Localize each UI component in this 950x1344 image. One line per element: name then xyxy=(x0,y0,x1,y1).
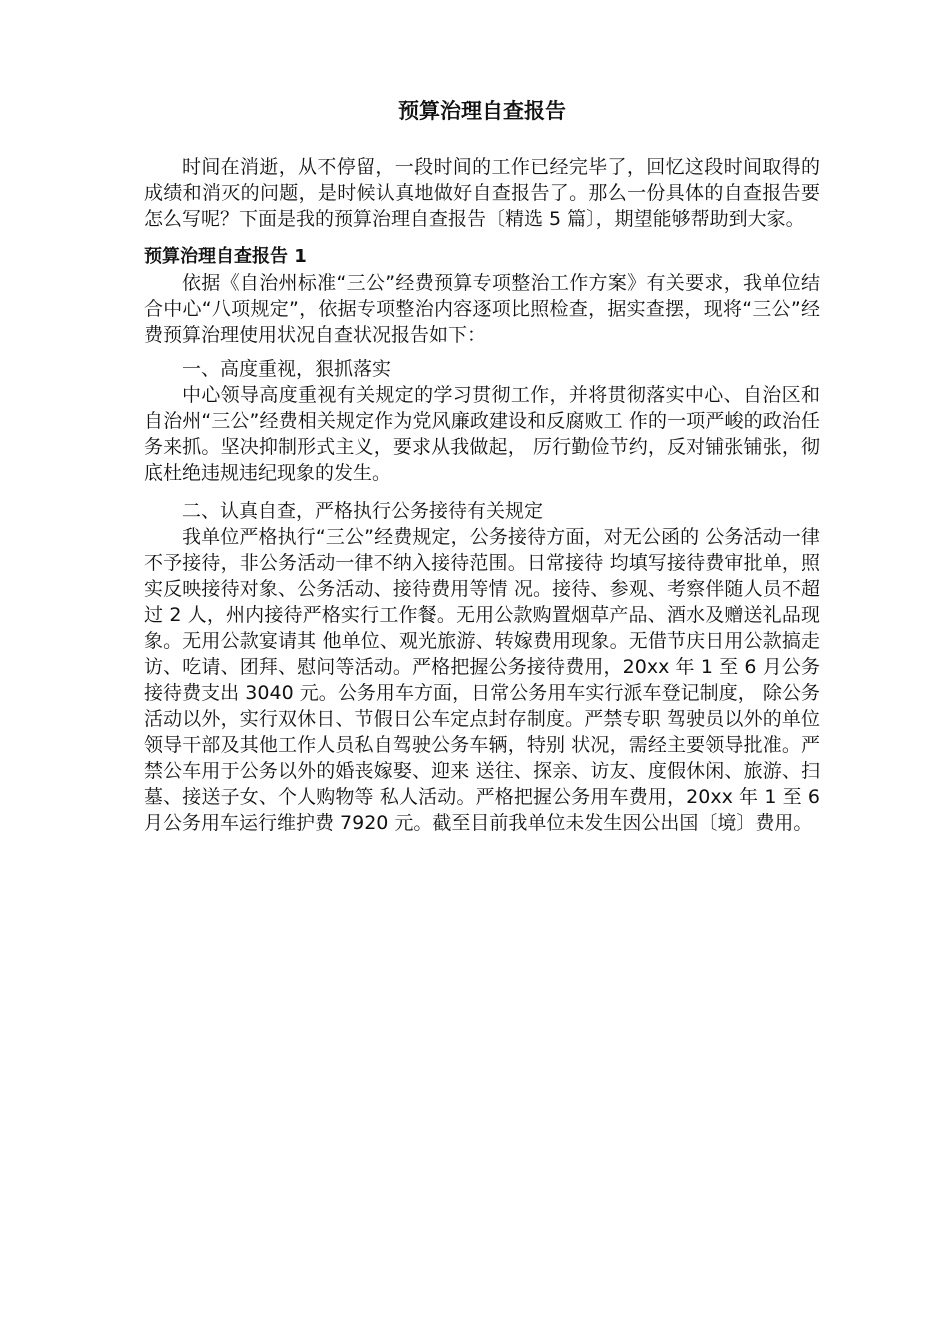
section1-paragraph-2: 中心领导高度重视有关规定的学习贯彻工作，并将贯彻落实中心、自治区和自治州“三公”经费相关规定作为党风廉政建设和反腐败工 作的一项严峻的政治任务来抓。坚决抑制形式主义，要求从我做起， 厉行勤俭节约，反对铺张铺张，彻底杜绝违规违纪现象的发生。 xyxy=(144,384,820,484)
intro-paragraph: 时间在消逝，从不停留，一段时间的工作已经完毕了，回忆这段时间取得的成绩和消灭的问题，是时候认真地做好自查报告了。那么一份具体的自查报告要怎么写呢？下面是我的预算治理自查报告〔精选 5 篇〕，期望能够帮助到大家。 xyxy=(144,156,820,230)
subheading-2: 二、认真自查，严格执行公务接待有关规定 xyxy=(182,500,544,522)
document-page xyxy=(144,96,820,836)
section-heading-1: 预算治理自查报告 1 xyxy=(144,246,307,267)
subheading-1: 一、高度重视，狠抓落实 xyxy=(182,358,392,380)
document-title: 预算治理自查报告 xyxy=(398,99,566,123)
section1-paragraph-1: 依据《自治州标准“三公”经费预算专项整治工作方案》有关要求，我单位结合中心“八项规定”，依据专项整治内容逐项比照检查，据实查摆，现将“三公”经费预算治理使用状况自查状况报告如下： xyxy=(144,272,820,346)
section1-paragraph-3: 我单位严格执行“三公”经费规定，公务接待方面，对无公函的 公务活动一律不予接待，非公务活动一律不纳入接待范围。日常接待 均填写接待费审批单，照实反映接待对象、公务活动、接待费用等情 况。接待、参观、考察伴随人员不超过 2 人，州内接待严格实行工作餐。无用公款购置烟草产品、酒水及赠送礼品现象。无用公款宴请其 他单位、观光旅游、转嫁费用现象。无借节庆日用公款搞走访、吃请、团拜、慰问等活动。严格把握公务接待费用，20xx 年 1 至 6 月公务接待费支出 3040 元。公务用车方面，日常公务用车实行派车登记制度， 除公务活动以外，实行双休日、节假日公车定点封存制度。严禁专职 驾驶员以外的单位领导干部及其他工作人员私自驾驶公务车辆，特别 状况，需经主要领导批准。严禁公车用于公务以外的婚丧嫁娶、迎来 送往、探亲、访友、度假休闲、旅游、扫墓、接送子女、个人购物等 私人活动。严格把握公务用车费用，20xx 年 1 至 6 月公务用车运行维护费 7920 元。截至目前我单位未发生因公出国〔境〕费用。 xyxy=(144,526,820,834)
